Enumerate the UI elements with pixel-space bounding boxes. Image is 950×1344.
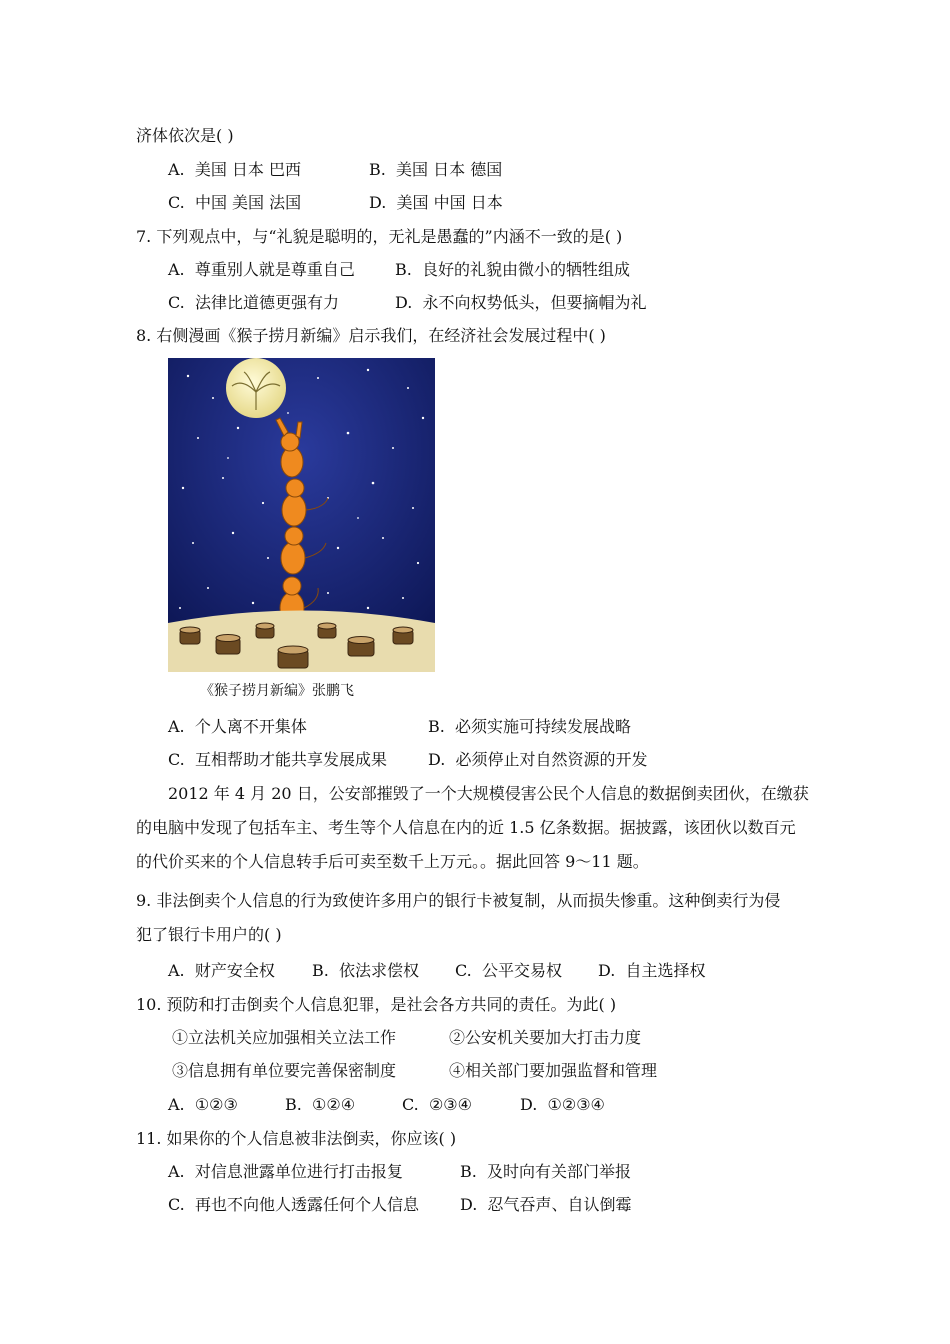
option-text: 必须停止对自然资源的开发 <box>455 750 648 769</box>
q9-stem-line-1: 9. 非法倒卖个人信息的行为致使许多用户的银行卡被复制，从而损失惨重。这种倒卖行为侵 <box>136 891 781 910</box>
option-text: 美国 日本 德国 <box>396 160 503 179</box>
q9-option-d <box>598 961 706 981</box>
option-letter: A. <box>168 260 185 279</box>
option-letter: D. <box>428 750 446 769</box>
option-letter: C. <box>168 750 185 769</box>
q11-option-c <box>168 1195 419 1215</box>
option-letter: A. <box>168 717 185 736</box>
q10-option-b <box>285 1095 355 1115</box>
option-text: 中国 美国 法国 <box>194 193 302 212</box>
q10-option-c <box>402 1095 472 1115</box>
option-letter: B. <box>285 1095 302 1114</box>
option-text: 财产安全权 <box>194 961 275 980</box>
q6-option-d <box>369 193 503 213</box>
q9-option-a <box>168 961 275 981</box>
passage-line-1: 2012 年 4 月 20 日，公安部摧毁了一个大规模侵害公民个人信息的数据倒卖团伙，在缴获 <box>168 784 809 803</box>
option-letter: C. <box>455 961 472 980</box>
option-letter: A. <box>168 961 185 980</box>
q10-item-3: ③信息拥有单位要完善保密制度 <box>172 1061 397 1080</box>
option-text: 公平交易权 <box>481 961 562 980</box>
option-text: 及时向有关部门举报 <box>487 1162 632 1181</box>
option-letter: C. <box>402 1095 419 1114</box>
option-text: 美国 日本 巴西 <box>194 160 301 179</box>
q9-stem-line-2: 犯了银行卡用户的( ) <box>136 925 282 944</box>
q8-stem: 8. 右侧漫画《猴子捞月新编》启示我们，在经济社会发展过程中( ) <box>136 326 606 345</box>
option-letter: D. <box>598 961 616 980</box>
option-text: 对信息泄露单位进行打击报复 <box>194 1162 403 1181</box>
option-letter: B. <box>312 961 329 980</box>
q8-option-a <box>168 717 307 737</box>
option-letter: A. <box>168 1162 185 1181</box>
q10-option-d <box>520 1095 605 1115</box>
option-letter: D. <box>520 1095 538 1114</box>
q6-stem-tail: 济体依次是( ) <box>136 126 234 145</box>
option-letter: D. <box>369 193 387 212</box>
option-text: 尊重别人就是尊重自己 <box>194 260 355 279</box>
q10-item-2: ②公安机关要加大打击力度 <box>449 1028 642 1047</box>
option-letter: B. <box>395 260 412 279</box>
option-text: 良好的礼貌由微小的牺牲组成 <box>422 260 631 279</box>
option-letter: B. <box>460 1162 477 1181</box>
option-text: 法律比道德更强有力 <box>194 293 339 312</box>
q7-option-b <box>395 260 630 280</box>
q6-option-c <box>168 193 301 213</box>
q6-option-a <box>168 160 301 180</box>
option-letter: A. <box>168 1095 185 1114</box>
option-text: 必须实施可持续发展战略 <box>455 717 632 736</box>
q10-option-a <box>168 1095 238 1115</box>
option-text: 自主选择权 <box>625 961 706 980</box>
q7-option-d <box>395 293 647 313</box>
option-text: 个人离不开集体 <box>194 717 307 736</box>
q11-stem: 11. 如果你的个人信息被非法倒卖，你应该( ) <box>136 1129 457 1148</box>
q7-option-a <box>168 260 355 280</box>
q11-option-a <box>168 1162 403 1182</box>
option-text: ②③④ <box>428 1095 472 1114</box>
passage-line-2: 的电脑中发现了包括车主、考生等个人信息在内的近 1.5 亿条数据。据披露，该团伙以数百元 <box>136 818 796 837</box>
q9-option-b <box>312 961 419 981</box>
option-text: ①②③④ <box>547 1095 605 1114</box>
option-letter: A. <box>168 160 185 179</box>
cartoon-monkeys-reaching-moon <box>168 358 435 672</box>
q8-option-c <box>168 750 387 770</box>
q11-option-b <box>460 1162 631 1182</box>
option-letter: D. <box>460 1195 478 1214</box>
option-letter: D. <box>395 293 413 312</box>
option-letter: B. <box>369 160 386 179</box>
q7-stem: 7. 下列观点中，与“礼貌是聪明的，无礼是愚蠢的”内涵不一致的是( ) <box>136 227 623 246</box>
cartoon-caption: 《猴子捞月新编》张鹏飞 <box>200 683 354 699</box>
option-text: ①②③ <box>194 1095 238 1114</box>
option-text: ①②④ <box>312 1095 356 1114</box>
option-text: 互相帮助才能共享发展成果 <box>194 750 387 769</box>
option-text: 美国 中国 日本 <box>396 193 503 212</box>
q7-option-c <box>168 293 339 313</box>
q9-option-c <box>455 961 562 981</box>
passage-line-3: 的代价买来的个人信息转手后可卖至数千上万元。。据此回答 9～11 题。 <box>136 852 649 871</box>
option-text: 忍气吞声、自认倒霉 <box>487 1195 632 1214</box>
q10-stem: 10. 预防和打击倒卖个人信息犯罪，是社会各方共同的责任。为此( ) <box>136 995 617 1014</box>
option-letter: C. <box>168 1195 185 1214</box>
q11-option-d <box>460 1195 632 1215</box>
option-letter: B. <box>428 717 445 736</box>
option-letter: C. <box>168 193 185 212</box>
q8-option-d <box>428 750 648 770</box>
q8-option-b <box>428 717 631 737</box>
q6-option-b <box>369 160 502 180</box>
q10-item-1: ①立法机关应加强相关立法工作 <box>172 1028 397 1047</box>
option-text: 依法求偿权 <box>339 961 420 980</box>
option-text: 再也不向他人透露任何个人信息 <box>194 1195 419 1214</box>
q10-item-4: ④相关部门要加强监督和管理 <box>449 1061 658 1080</box>
option-letter: C. <box>168 293 185 312</box>
option-text: 永不向权势低头，但要摘帽为礼 <box>422 293 647 312</box>
